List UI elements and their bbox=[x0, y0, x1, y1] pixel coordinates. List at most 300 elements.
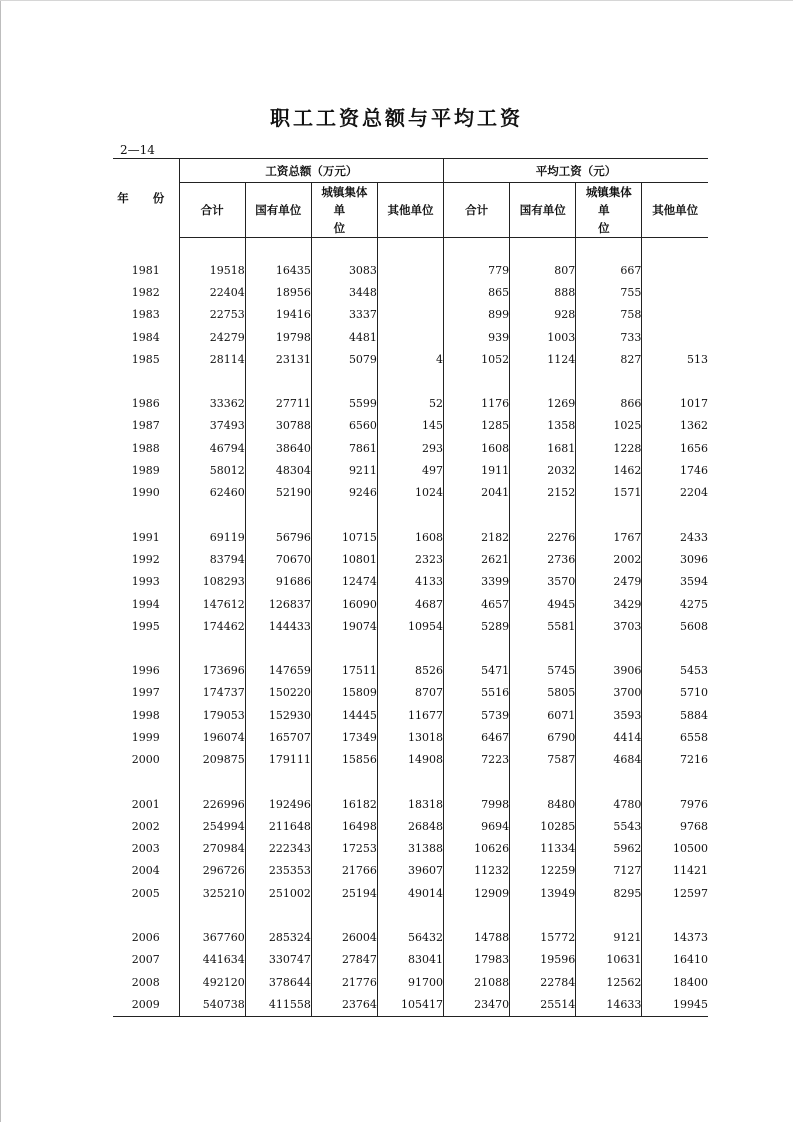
year-cell: 1990 bbox=[131, 486, 160, 500]
year-cell: 1987 bbox=[131, 419, 160, 433]
year-cell: 2009 bbox=[113, 993, 179, 1016]
value-cell: 3337 bbox=[311, 304, 377, 326]
value-cell: 17983 bbox=[444, 949, 510, 971]
value-cell: 15809 bbox=[311, 682, 377, 704]
value-cell: 3448 bbox=[311, 281, 377, 303]
year-cell: 1986 bbox=[131, 397, 160, 411]
value-cell: 16410 bbox=[642, 949, 708, 971]
spacer-cell bbox=[179, 904, 245, 926]
row-spacer bbox=[113, 370, 708, 392]
value-cell: 11334 bbox=[510, 838, 576, 860]
value-cell: 174462 bbox=[179, 615, 245, 637]
row-spacer bbox=[113, 238, 708, 260]
col-header-collective-line1: 城镇集体 bbox=[321, 185, 368, 199]
value-cell: 69119 bbox=[179, 526, 245, 548]
spacer-cell bbox=[444, 904, 510, 926]
value-cell bbox=[642, 326, 708, 348]
value-cell: 827 bbox=[576, 348, 642, 370]
value-cell: 497 bbox=[377, 459, 443, 481]
spacer-cell bbox=[510, 238, 576, 260]
spacer-cell bbox=[179, 504, 245, 526]
value-cell: 5710 bbox=[642, 682, 708, 704]
value-cell: 899 bbox=[444, 304, 510, 326]
value-cell: 3703 bbox=[576, 615, 642, 637]
value-cell: 16498 bbox=[311, 815, 377, 837]
spacer-cell bbox=[179, 370, 245, 392]
value-cell: 1285 bbox=[444, 415, 510, 437]
value-cell: 5962 bbox=[576, 838, 642, 860]
value-cell: 8526 bbox=[377, 659, 443, 681]
value-cell: 12259 bbox=[510, 860, 576, 882]
spacer-cell bbox=[311, 504, 377, 526]
value-cell: 19074 bbox=[311, 615, 377, 637]
col-header-other: 其他单位 bbox=[377, 183, 443, 238]
value-cell: 9121 bbox=[576, 926, 642, 948]
year-cell: 1998 bbox=[131, 708, 160, 722]
table-row bbox=[113, 482, 708, 504]
col-header-avg-state: 国有单位 bbox=[510, 183, 576, 238]
value-cell: 10715 bbox=[311, 526, 377, 548]
year-cell: 2005 bbox=[131, 886, 160, 900]
value-cell bbox=[642, 259, 708, 281]
value-cell: 293 bbox=[377, 437, 443, 459]
value-cell bbox=[377, 259, 443, 281]
table-row bbox=[113, 926, 708, 948]
value-cell: 192496 bbox=[245, 793, 311, 815]
table-row bbox=[113, 815, 708, 837]
value-cell: 19945 bbox=[642, 993, 708, 1016]
value-cell: 39607 bbox=[377, 860, 443, 882]
value-cell: 145 bbox=[377, 415, 443, 437]
value-cell: 1024 bbox=[377, 482, 443, 504]
table-row bbox=[113, 348, 708, 370]
value-cell: 16182 bbox=[311, 793, 377, 815]
value-cell: 4945 bbox=[510, 593, 576, 615]
value-cell: 6558 bbox=[642, 726, 708, 748]
value-cell: 10631 bbox=[576, 949, 642, 971]
value-cell: 83794 bbox=[179, 548, 245, 570]
value-cell: 56432 bbox=[377, 926, 443, 948]
table-row bbox=[113, 682, 708, 704]
value-cell: 105417 bbox=[377, 993, 443, 1016]
value-cell: 4275 bbox=[642, 593, 708, 615]
value-cell: 25194 bbox=[311, 882, 377, 904]
value-cell: 2479 bbox=[576, 571, 642, 593]
table-row bbox=[113, 860, 708, 882]
value-cell: 18956 bbox=[245, 281, 311, 303]
table-row bbox=[113, 882, 708, 904]
value-cell: 179111 bbox=[245, 749, 311, 771]
value-cell: 10285 bbox=[510, 815, 576, 837]
spacer-cell bbox=[510, 370, 576, 392]
value-cell: 126837 bbox=[245, 593, 311, 615]
value-cell: 152930 bbox=[245, 704, 311, 726]
value-cell: 28114 bbox=[179, 348, 245, 370]
year-cell: 2004 bbox=[131, 864, 160, 878]
value-cell: 1017 bbox=[642, 392, 708, 414]
spacer-cell bbox=[642, 771, 708, 793]
value-cell: 56796 bbox=[245, 526, 311, 548]
value-cell: 5739 bbox=[444, 704, 510, 726]
value-cell: 33362 bbox=[179, 392, 245, 414]
value-cell: 1656 bbox=[642, 437, 708, 459]
value-cell: 1911 bbox=[444, 459, 510, 481]
spacer-cell bbox=[245, 637, 311, 659]
table-row bbox=[113, 726, 708, 748]
value-cell: 2276 bbox=[510, 526, 576, 548]
table-row bbox=[113, 838, 708, 860]
wage-table bbox=[113, 158, 708, 1017]
value-cell: 1571 bbox=[576, 482, 642, 504]
spacer-cell bbox=[444, 370, 510, 392]
col-header-collective-line2: 单位 bbox=[333, 203, 364, 235]
value-cell: 5805 bbox=[510, 682, 576, 704]
value-cell: 19416 bbox=[245, 304, 311, 326]
value-cell: 1681 bbox=[510, 437, 576, 459]
spacer-cell bbox=[311, 771, 377, 793]
value-cell: 1269 bbox=[510, 392, 576, 414]
col-header-avg-collective bbox=[576, 183, 642, 238]
value-cell: 1025 bbox=[576, 415, 642, 437]
row-spacer bbox=[113, 771, 708, 793]
value-cell: 27847 bbox=[311, 949, 377, 971]
value-cell: 22753 bbox=[179, 304, 245, 326]
value-cell: 14373 bbox=[642, 926, 708, 948]
value-cell: 3593 bbox=[576, 704, 642, 726]
table-row bbox=[113, 949, 708, 971]
value-cell: 226996 bbox=[179, 793, 245, 815]
spacer-cell bbox=[311, 637, 377, 659]
spacer-cell bbox=[510, 504, 576, 526]
value-cell: 211648 bbox=[245, 815, 311, 837]
value-cell: 3096 bbox=[642, 548, 708, 570]
value-cell: 6560 bbox=[311, 415, 377, 437]
value-cell: 5453 bbox=[642, 659, 708, 681]
table-row bbox=[113, 971, 708, 993]
year-cell: 1995 bbox=[131, 619, 160, 633]
spacer-cell bbox=[113, 504, 179, 526]
year-cell: 1994 bbox=[131, 597, 160, 611]
spacer-cell bbox=[510, 637, 576, 659]
value-cell: 7223 bbox=[444, 749, 510, 771]
value-cell: 15856 bbox=[311, 749, 377, 771]
table-code: 2—14 bbox=[120, 143, 155, 157]
value-cell: 1052 bbox=[444, 348, 510, 370]
value-cell: 9694 bbox=[444, 815, 510, 837]
value-cell: 27711 bbox=[245, 392, 311, 414]
value-cell: 173696 bbox=[179, 659, 245, 681]
value-cell: 14445 bbox=[311, 704, 377, 726]
value-cell: 254994 bbox=[179, 815, 245, 837]
spacer-cell bbox=[113, 370, 179, 392]
value-cell: 31388 bbox=[377, 838, 443, 860]
value-cell: 147659 bbox=[245, 659, 311, 681]
value-cell: 196074 bbox=[179, 726, 245, 748]
value-cell: 5471 bbox=[444, 659, 510, 681]
value-cell: 12474 bbox=[311, 571, 377, 593]
table-row bbox=[113, 993, 708, 1016]
row-spacer bbox=[113, 904, 708, 926]
group-header-total-wages: 工资总额（万元） bbox=[179, 159, 443, 183]
value-cell: 17349 bbox=[311, 726, 377, 748]
value-cell: 4133 bbox=[377, 571, 443, 593]
value-cell: 6467 bbox=[444, 726, 510, 748]
value-cell: 7127 bbox=[576, 860, 642, 882]
spacer-cell bbox=[377, 904, 443, 926]
value-cell: 23131 bbox=[245, 348, 311, 370]
year-cell: 1982 bbox=[131, 285, 160, 299]
value-cell: 30788 bbox=[245, 415, 311, 437]
value-cell: 209875 bbox=[179, 749, 245, 771]
value-cell: 5543 bbox=[576, 815, 642, 837]
value-cell: 21776 bbox=[311, 971, 377, 993]
value-cell: 2041 bbox=[444, 482, 510, 504]
spacer-cell bbox=[113, 771, 179, 793]
spacer-cell bbox=[377, 238, 443, 260]
value-cell: 3083 bbox=[311, 259, 377, 281]
spacer-cell bbox=[576, 904, 642, 926]
value-cell: 23764 bbox=[311, 993, 377, 1016]
value-cell: 325210 bbox=[179, 882, 245, 904]
value-cell: 2182 bbox=[444, 526, 510, 548]
year-cell: 1981 bbox=[131, 263, 160, 277]
spacer-cell bbox=[179, 637, 245, 659]
value-cell: 667 bbox=[576, 259, 642, 281]
spacer-cell bbox=[113, 904, 179, 926]
value-cell: 755 bbox=[576, 281, 642, 303]
value-cell: 21088 bbox=[444, 971, 510, 993]
value-cell: 91700 bbox=[377, 971, 443, 993]
value-cell: 11232 bbox=[444, 860, 510, 882]
value-cell: 91686 bbox=[245, 571, 311, 593]
value-cell: 2204 bbox=[642, 482, 708, 504]
value-cell: 48304 bbox=[245, 459, 311, 481]
table-row bbox=[113, 281, 708, 303]
table-row bbox=[113, 593, 708, 615]
spacer-cell bbox=[245, 370, 311, 392]
value-cell: 49014 bbox=[377, 882, 443, 904]
year-cell: 1997 bbox=[131, 686, 160, 700]
value-cell: 25514 bbox=[510, 993, 576, 1016]
value-cell: 3570 bbox=[510, 571, 576, 593]
value-cell: 235353 bbox=[245, 860, 311, 882]
value-cell: 222343 bbox=[245, 838, 311, 860]
value-cell: 928 bbox=[510, 304, 576, 326]
spacer-cell bbox=[576, 637, 642, 659]
spacer-cell bbox=[510, 771, 576, 793]
value-cell: 1228 bbox=[576, 437, 642, 459]
value-cell: 3429 bbox=[576, 593, 642, 615]
value-cell: 11421 bbox=[642, 860, 708, 882]
table-row bbox=[113, 615, 708, 637]
value-cell: 70670 bbox=[245, 548, 311, 570]
value-cell: 24279 bbox=[179, 326, 245, 348]
value-cell bbox=[377, 281, 443, 303]
spacer-cell bbox=[444, 637, 510, 659]
value-cell: 888 bbox=[510, 281, 576, 303]
col-header-avg-collective-line2: 单位 bbox=[598, 203, 628, 235]
spacer-cell bbox=[179, 238, 245, 260]
year-cell: 1992 bbox=[131, 552, 160, 566]
value-cell: 3700 bbox=[576, 682, 642, 704]
spacer-cell bbox=[576, 771, 642, 793]
spacer-cell bbox=[444, 771, 510, 793]
table-row bbox=[113, 571, 708, 593]
spacer-cell bbox=[377, 637, 443, 659]
value-cell: 6071 bbox=[510, 704, 576, 726]
value-cell bbox=[642, 281, 708, 303]
col-header-collective bbox=[311, 183, 377, 238]
spacer-cell bbox=[245, 238, 311, 260]
value-cell: 26848 bbox=[377, 815, 443, 837]
value-cell: 8480 bbox=[510, 793, 576, 815]
value-cell: 492120 bbox=[179, 971, 245, 993]
value-cell: 9246 bbox=[311, 482, 377, 504]
year-cell: 2008 bbox=[131, 975, 160, 989]
table-body bbox=[113, 238, 708, 1017]
col-header-avg-other: 其他单位 bbox=[642, 183, 708, 238]
table-row bbox=[113, 749, 708, 771]
value-cell: 5581 bbox=[510, 615, 576, 637]
value-cell: 21766 bbox=[311, 860, 377, 882]
value-cell: 108293 bbox=[179, 571, 245, 593]
value-cell: 1124 bbox=[510, 348, 576, 370]
table-row bbox=[113, 659, 708, 681]
year-cell: 2003 bbox=[131, 842, 160, 856]
year-cell: 2001 bbox=[131, 797, 160, 811]
value-cell: 10626 bbox=[444, 838, 510, 860]
spacer-cell bbox=[576, 504, 642, 526]
value-cell: 5599 bbox=[311, 392, 377, 414]
value-cell: 8295 bbox=[576, 882, 642, 904]
value-cell: 2736 bbox=[510, 548, 576, 570]
value-cell: 1767 bbox=[576, 526, 642, 548]
value-cell: 865 bbox=[444, 281, 510, 303]
year-cell: 1999 bbox=[131, 730, 160, 744]
value-cell: 1176 bbox=[444, 392, 510, 414]
value-cell: 2152 bbox=[510, 482, 576, 504]
value-cell: 6790 bbox=[510, 726, 576, 748]
table-row bbox=[113, 548, 708, 570]
table-row bbox=[113, 415, 708, 437]
value-cell: 14908 bbox=[377, 749, 443, 771]
year-cell: 1991 bbox=[131, 530, 160, 544]
table-row bbox=[113, 793, 708, 815]
spacer-cell bbox=[245, 771, 311, 793]
value-cell: 7216 bbox=[642, 749, 708, 771]
spacer-cell bbox=[179, 771, 245, 793]
value-cell: 1746 bbox=[642, 459, 708, 481]
value-cell: 14788 bbox=[444, 926, 510, 948]
spacer-cell bbox=[311, 904, 377, 926]
spacer-cell bbox=[642, 238, 708, 260]
value-cell: 330747 bbox=[245, 949, 311, 971]
value-cell: 7998 bbox=[444, 793, 510, 815]
year-cell: 1996 bbox=[131, 664, 160, 678]
col-header-state: 国有单位 bbox=[245, 183, 311, 238]
year-cell: 2006 bbox=[131, 931, 160, 945]
spacer-cell bbox=[377, 370, 443, 392]
value-cell: 251002 bbox=[245, 882, 311, 904]
value-cell bbox=[377, 304, 443, 326]
value-cell: 4481 bbox=[311, 326, 377, 348]
value-cell: 779 bbox=[444, 259, 510, 281]
value-cell: 2433 bbox=[642, 526, 708, 548]
value-cell: 37493 bbox=[179, 415, 245, 437]
value-cell: 14633 bbox=[576, 993, 642, 1016]
page-edge bbox=[0, 0, 1, 1122]
value-cell: 22784 bbox=[510, 971, 576, 993]
value-cell: 733 bbox=[576, 326, 642, 348]
value-cell: 2002 bbox=[576, 548, 642, 570]
value-cell: 22404 bbox=[179, 281, 245, 303]
value-cell: 19596 bbox=[510, 949, 576, 971]
table-row bbox=[113, 704, 708, 726]
spacer-cell bbox=[510, 904, 576, 926]
value-cell: 165707 bbox=[245, 726, 311, 748]
table-row bbox=[113, 392, 708, 414]
spacer-cell bbox=[576, 238, 642, 260]
value-cell: 19798 bbox=[245, 326, 311, 348]
value-cell: 10954 bbox=[377, 615, 443, 637]
year-header: 年 份 bbox=[113, 159, 179, 238]
value-cell: 147612 bbox=[179, 593, 245, 615]
value-cell: 52 bbox=[377, 392, 443, 414]
spacer-cell bbox=[642, 904, 708, 926]
value-cell: 1362 bbox=[642, 415, 708, 437]
spacer-cell bbox=[444, 238, 510, 260]
value-cell: 441634 bbox=[179, 949, 245, 971]
value-cell: 5608 bbox=[642, 615, 708, 637]
value-cell: 2621 bbox=[444, 548, 510, 570]
value-cell: 12562 bbox=[576, 971, 642, 993]
value-cell: 18318 bbox=[377, 793, 443, 815]
value-cell: 1358 bbox=[510, 415, 576, 437]
value-cell: 2323 bbox=[377, 548, 443, 570]
year-cell: 1985 bbox=[131, 352, 160, 366]
year-cell: 1988 bbox=[131, 441, 160, 455]
value-cell: 12597 bbox=[642, 882, 708, 904]
value-cell: 270984 bbox=[179, 838, 245, 860]
table-row bbox=[113, 259, 708, 281]
spacer-cell bbox=[311, 370, 377, 392]
value-cell bbox=[642, 304, 708, 326]
spacer-cell bbox=[377, 771, 443, 793]
value-cell: 4414 bbox=[576, 726, 642, 748]
value-cell: 26004 bbox=[311, 926, 377, 948]
value-cell: 4780 bbox=[576, 793, 642, 815]
value-cell: 9768 bbox=[642, 815, 708, 837]
value-cell: 16090 bbox=[311, 593, 377, 615]
spacer-cell bbox=[377, 504, 443, 526]
value-cell: 4684 bbox=[576, 749, 642, 771]
value-cell: 11677 bbox=[377, 704, 443, 726]
value-cell: 23470 bbox=[444, 993, 510, 1016]
year-cell: 2002 bbox=[131, 819, 160, 833]
spacer-cell bbox=[113, 637, 179, 659]
value-cell: 7976 bbox=[642, 793, 708, 815]
value-cell bbox=[377, 326, 443, 348]
value-cell: 19518 bbox=[179, 259, 245, 281]
value-cell: 179053 bbox=[179, 704, 245, 726]
value-cell: 5884 bbox=[642, 704, 708, 726]
value-cell: 150220 bbox=[245, 682, 311, 704]
value-cell: 18400 bbox=[642, 971, 708, 993]
value-cell: 758 bbox=[576, 304, 642, 326]
value-cell: 3399 bbox=[444, 571, 510, 593]
value-cell: 5745 bbox=[510, 659, 576, 681]
table-row bbox=[113, 304, 708, 326]
